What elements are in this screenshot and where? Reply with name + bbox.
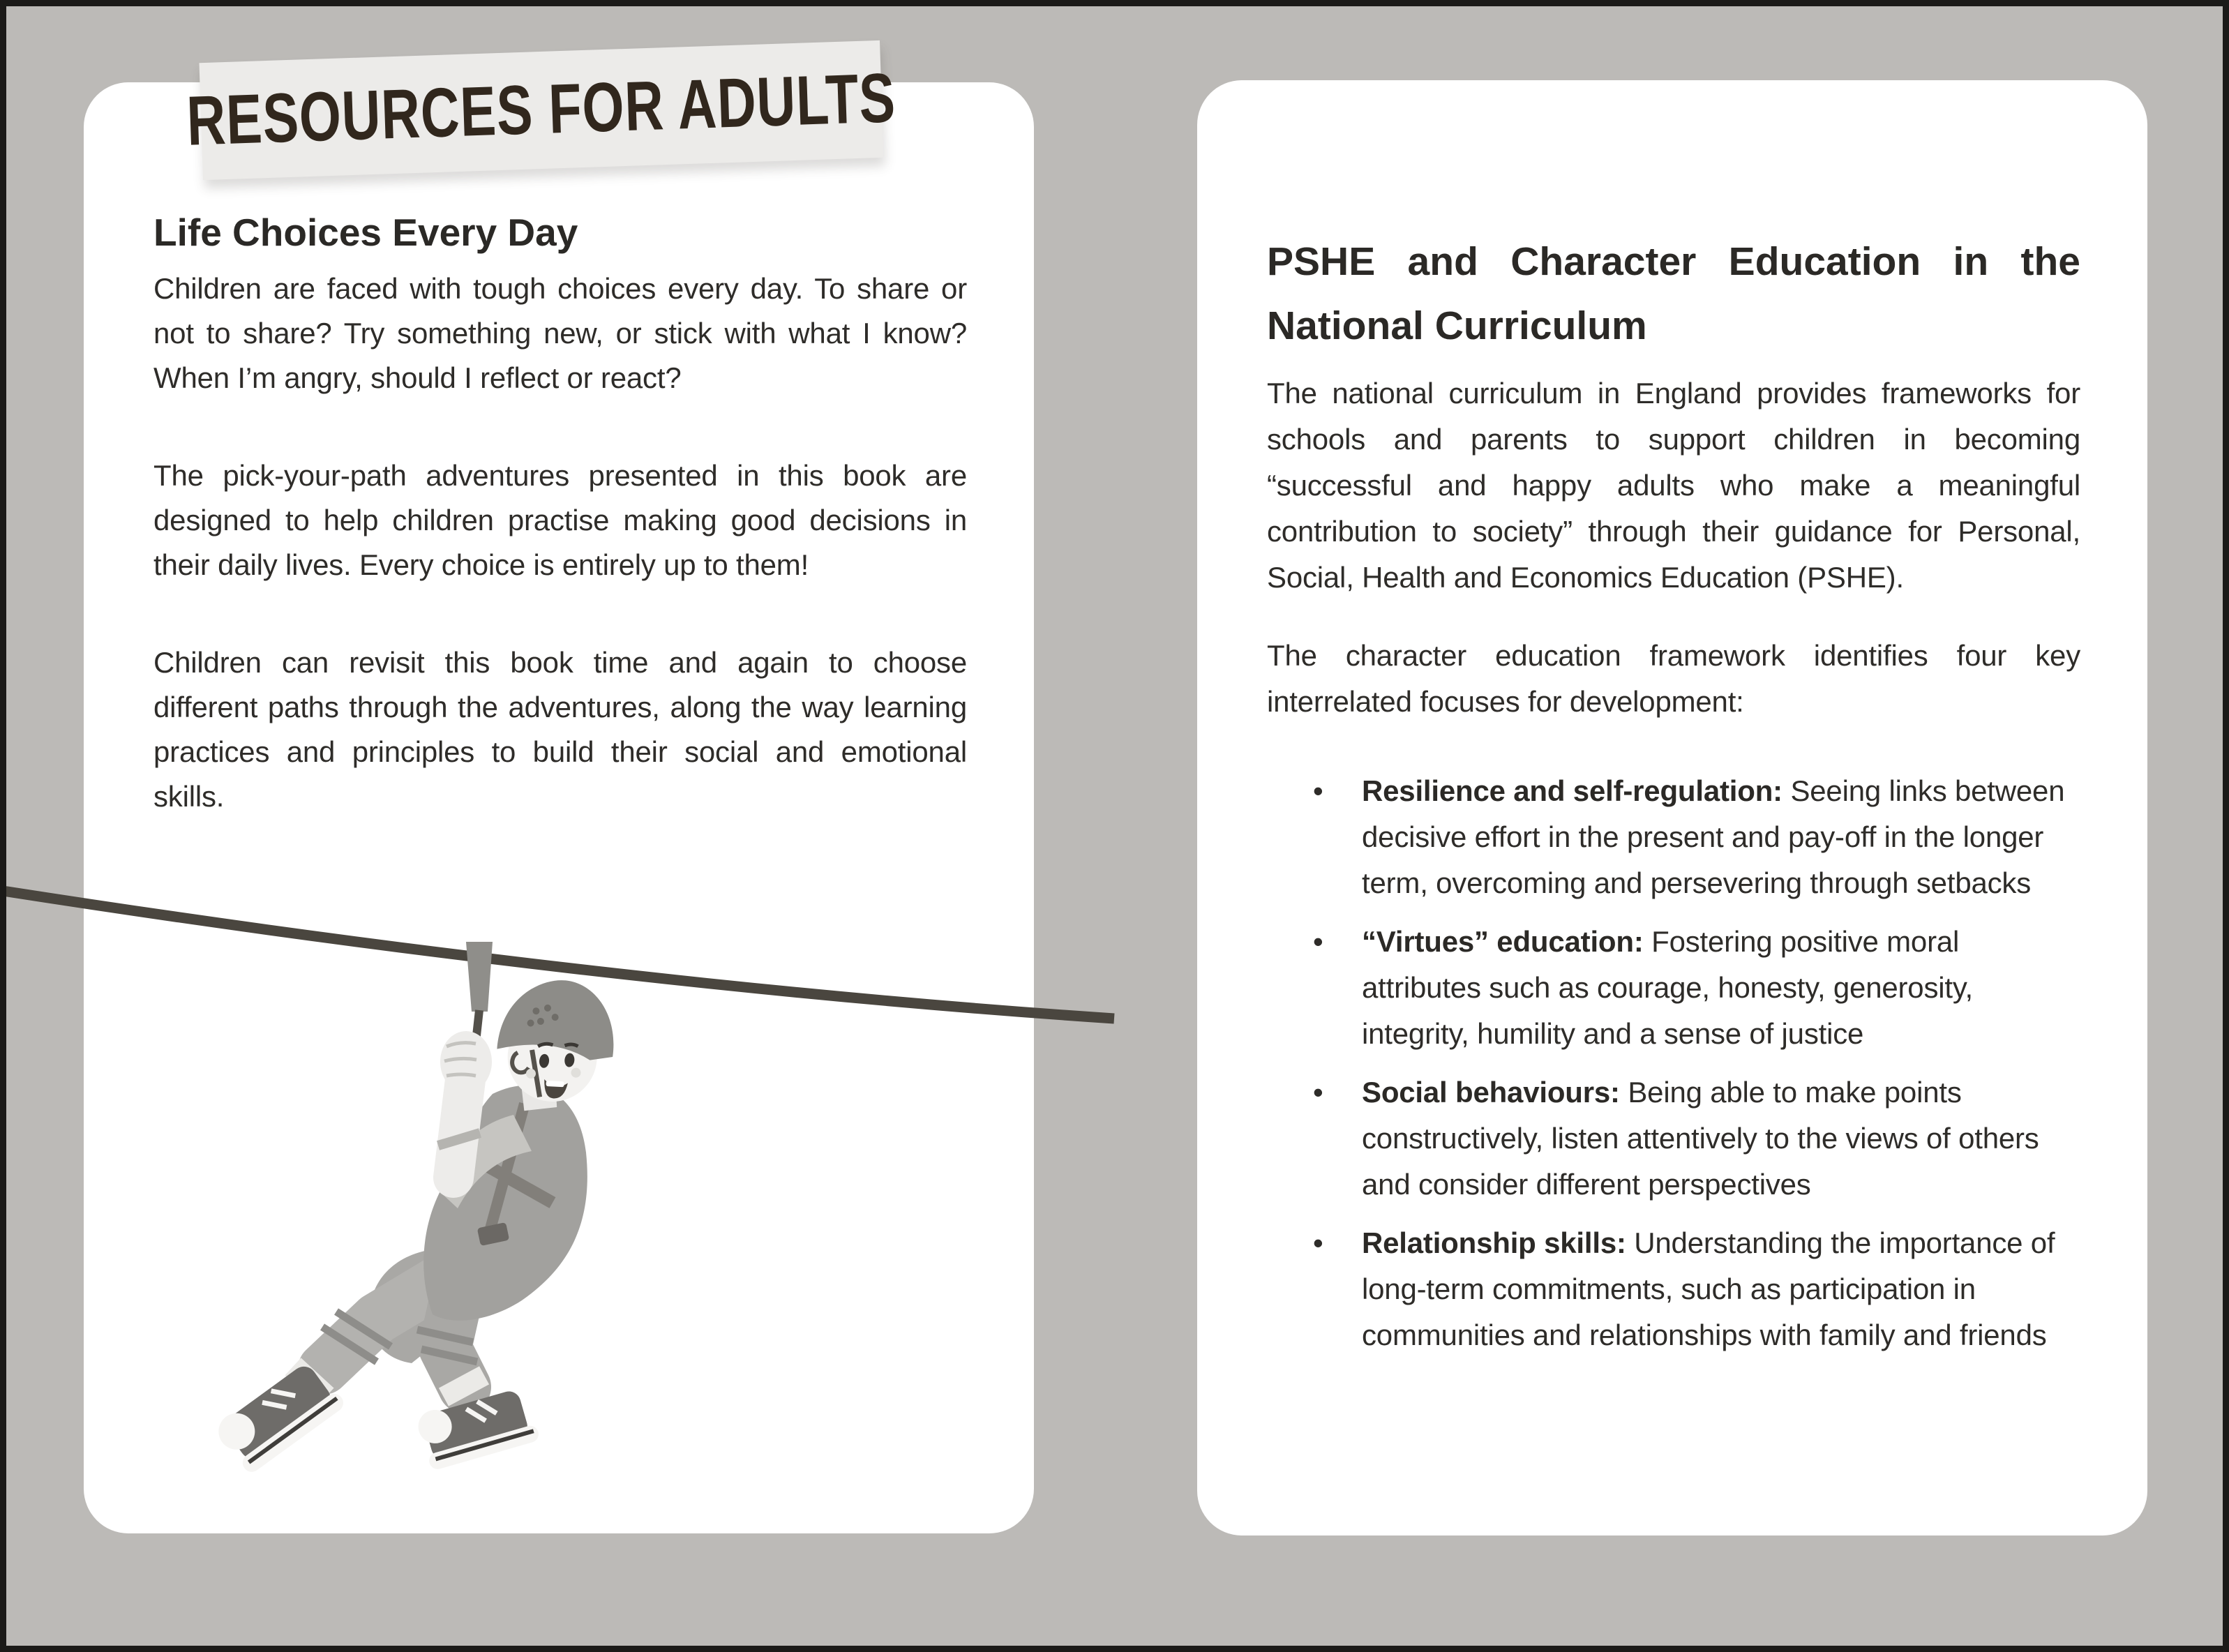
right-page-title-line2: National Curriculum: [1267, 303, 1647, 348]
right-page-title: [1267, 230, 2080, 358]
resources-banner-label: RESOURCES FOR ADULTS: [186, 59, 897, 160]
bullet-label: Social behaviours:: [1362, 1076, 1620, 1109]
bullet-item-virtues: [1306, 919, 2080, 1057]
left-paragraph-2: The pick-your-path adventures presented in this book are designed to help children practise making good decisions in their daily lives. Every choice is entirely up to them!: [153, 459, 967, 581]
right-page-card: [1197, 80, 2147, 1535]
bullet-text: Being able to make points constructively, listen attentively to the views of others and consider different perspectives: [1362, 1076, 2039, 1201]
bullet-label: “Virtues” education:: [1362, 925, 1644, 958]
left-paragraph-1: Children are faced with tough choices every day. To share or not to share? Try something new, or stick with what I know? When I’m angry, should I reflect or react?: [153, 272, 967, 394]
bullet-text: Understanding the importance of long-term commitments, such as participation in communities and relationships with family and friends: [1362, 1226, 2055, 1351]
left-page-card: [84, 82, 1034, 1533]
bullet-text: Fostering positive moral attributes such as courage, honesty, generosity, integrity, humility and a sense of justice: [1362, 925, 1974, 1050]
focus-bullet-list: [1267, 768, 2080, 1358]
left-paragraph-3: Children can revisit this book time and again to choose different paths through the adventures, along the way learning practices and principles to build their social and emotional skills.: [153, 646, 967, 813]
bullet-item-relationship-skills: [1306, 1220, 2080, 1358]
right-page-title-line1: PSHE and Character Education in the: [1267, 239, 2080, 284]
right-paragraph-1: The national curriculum in England provides frameworks for schools and parents to support children in becoming “successful and happy adults who make a meaningful contribution to society” through their guidance for Personal, Social, Health and Economics Education (PSHE).: [1267, 377, 2080, 594]
bullet-label: Resilience and self-regulation:: [1362, 774, 1783, 807]
right-paragraph-2: The character education framework identifies four key interrelated focuses for development:: [1267, 639, 2080, 718]
left-page-title: Life Choices Every Day: [153, 211, 578, 254]
resources-banner: [186, 40, 897, 180]
bullet-label: Relationship skills:: [1362, 1226, 1626, 1259]
bullet-item-social-behaviours: [1306, 1069, 2080, 1208]
bullet-item-resilience: [1306, 768, 2080, 906]
bullet-text: Seeing links between decisive effort in the present and pay-off in the longer term, overcoming and persevering through setbacks: [1362, 774, 2065, 899]
